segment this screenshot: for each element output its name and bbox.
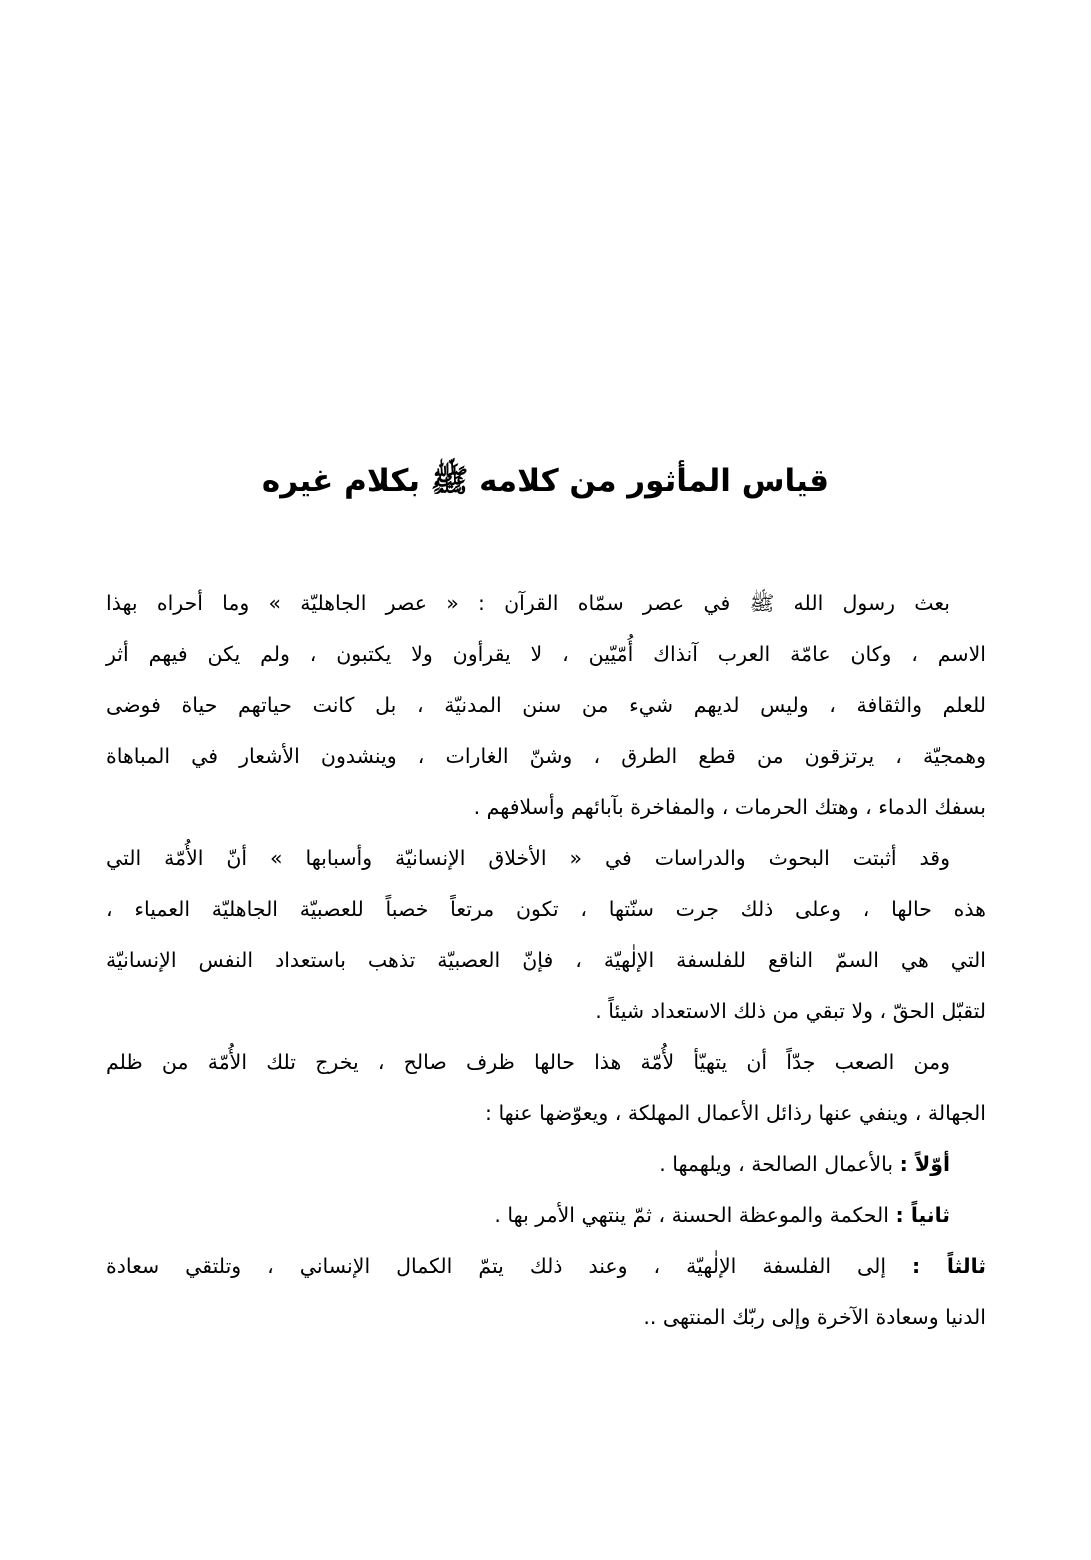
text-line: الدنيا وسعادة الآخرة وإلى ربّك المنتهى .. (643, 1305, 986, 1329)
list-item-second (106, 1190, 986, 1241)
item-text: إلى الفلسفة الإلٰهيّة ، وعند ذلك يتمّ الكمال الإنساني ، وتلتقي سعادة (106, 1254, 887, 1278)
item-label: أوّلاً : (899, 1152, 950, 1176)
text-line: للعلم والثقافة ، وليس لديهم شيء من سنن المدنيّة ، بل كانت حياتهم حياة فوضى (106, 693, 986, 717)
text-line: الاسم ، وكان عامّة العرب آنذاك أُمّيّين ، لا يقرأون ولا يكتبون ، ولم يكن فيهم أثر (106, 642, 986, 666)
paragraph-1 (106, 578, 986, 833)
list-item-first (106, 1139, 986, 1190)
paragraph-2 (106, 833, 986, 1037)
item-label: ثالثاً : (912, 1254, 986, 1278)
text-line: التي هي السمّ الناقع للفلسفة الإلٰهيّة ، فإنّ العصبيّة تذهب باستعداد النفس الإنسانيّة (106, 948, 986, 972)
text-line: ومن الصعب جدّاً أن يتهيّأ لأُمّة هذا حالها ظرف صالح ، يخرج تلك الأُمّة من ظلم (106, 1050, 950, 1074)
text-line: هذه حالها ، وعلى ذلك جرت سنّتها ، تكون مرتعاً خصباً للعصبيّة الجاهليّة العمياء ، (106, 897, 986, 921)
item-label: ثانياً : (895, 1203, 950, 1227)
text-line: بعث رسول الله ﷺ في عصر سمّاه القرآن : « عصر الجاهليّة » وما أحراه بهذا (106, 591, 950, 615)
page-title: قياس المأثور من كلامه ﷺ بكلام غيره (261, 463, 830, 499)
text-line: بسفك الدماء ، وهتك الحرمات ، والمفاخرة بآبائهم وأسلافهم . (473, 795, 986, 819)
text-line: لتقبّل الحقّ ، ولا تبقي من ذلك الاستعداد شيئاً . (595, 999, 986, 1023)
paragraph-3 (106, 1037, 986, 1139)
list-item-third (106, 1241, 986, 1292)
text-line: وهمجيّة ، يرتزقون من قطع الطرق ، وشنّ الغارات ، وينشدون الأشعار في المباهاة (106, 744, 986, 768)
text-line: الجهالة ، وينفي عنها رذائل الأعمال المهلكة ، ويعوّضها عنها : (485, 1101, 986, 1125)
body-text (106, 578, 986, 1343)
item-text: بالأعمال الصالحة ، ويلهمها . (659, 1152, 894, 1176)
text-line: وقد أثبتت البحوث والدراسات في « الأخلاق الإنسانيّة وأسبابها » أنّ الأُمّة التي (106, 846, 950, 870)
item-text: الحكمة والموعظة الحسنة ، ثمّ ينتهي الأمر بها . (494, 1203, 889, 1227)
